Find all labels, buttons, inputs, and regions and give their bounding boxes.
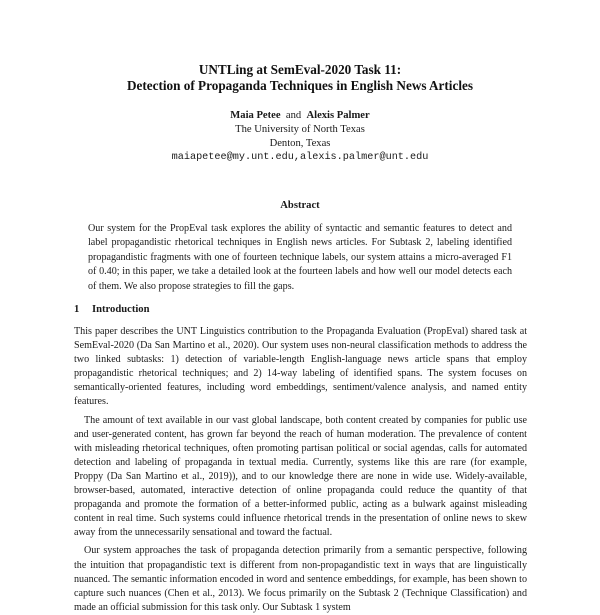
author-1: Maia Petee xyxy=(230,110,281,121)
paper-title xyxy=(0,62,600,94)
affiliation: The University of North Texas xyxy=(235,124,365,135)
title-line-2: Detection of Propaganda Techniques in English News Articles xyxy=(127,78,473,93)
author-2: Alexis Palmer xyxy=(306,110,370,121)
author-block xyxy=(0,109,600,165)
location: Denton, Texas xyxy=(269,138,331,149)
author-emails: maiapetee@my.unt.edu,alexis.palmer@unt.edu xyxy=(171,152,429,163)
introduction-body xyxy=(74,325,527,615)
intro-paragraph-1: This paper describes the UNT Linguistics contribution to the Propaganda Evaluation (PropEval) shared task at SemEval-2020 (Da San Martino et al., 2020). Our system uses non-neural classification methods to address the two linked subtasks: 1) detection of variable-length English-language news article spans that employ propagandistic rhetorical techniques; and 2) 14-way labeling of identified spans. The system focuses on semantically-oriented features, including word embeddings, sentiment/valence analysis, and named entity features. xyxy=(74,326,527,408)
section-number: 1 xyxy=(74,304,80,315)
section-title: Introduction xyxy=(92,304,150,315)
title-line-1: UNTLing at SemEval-2020 Task 11: xyxy=(198,62,402,77)
abstract-text: Our system for the PropEval task explores the ability of syntactic and semantic features to detect and label propagandistic rhetorical techniques in English news articles. For Subtask 2, labeling identified propagandistic fragments with one of fourteen technique labels, our system attains a micro-averaged F1 of 0.40; in this paper, we take a detailed look at the fourteen labels and how well our model detects each of them. We also propose strategies to fill the gaps. xyxy=(88,223,512,292)
section-heading-introduction xyxy=(74,303,150,317)
intro-paragraph-2: The amount of text available in our vast global landscape, both content created by companies for public use and user-generated content, has grown far beyond the reach of human moderation. The prevalence of content with misleading rhetorical techniques, often promoting partisan political or social agendas, calls for automated detection and labeling of propaganda in textual media. Currently, systems like this are rare (for example, Proppy (Da San Martino et al., 2019)), and to our knowledge there are none in wide use. Widely-available, browser-based, automated, interactive detection of online propaganda could reduce the quantity of that propaganda and promote the formation of a better-informed public, acting as a bulwark against misleading content in real time. Such systems could influence rhetorical trends in the presentation of online news to skew away from the unnecessarily sensational and toward the factual. xyxy=(74,414,527,539)
author-names xyxy=(0,109,600,123)
intro-paragraph-3: Our system approaches the task of propaganda detection primarily from a semantic perspective, following the intuition that propagandistic text is different from non-propagandistic text in ways that are linguistically nuanced. The semantic information encoded in word and sentence embeddings, for example, has been shown to capture such nuances (Chen et al., 2013). We focus primarily on the Subtask 2 (Technique Classification) and made an official submission for this task only. Our Subtask 1 system xyxy=(74,545,527,613)
abstract-heading: Abstract xyxy=(280,200,320,211)
author-conjunction: and xyxy=(285,110,302,121)
